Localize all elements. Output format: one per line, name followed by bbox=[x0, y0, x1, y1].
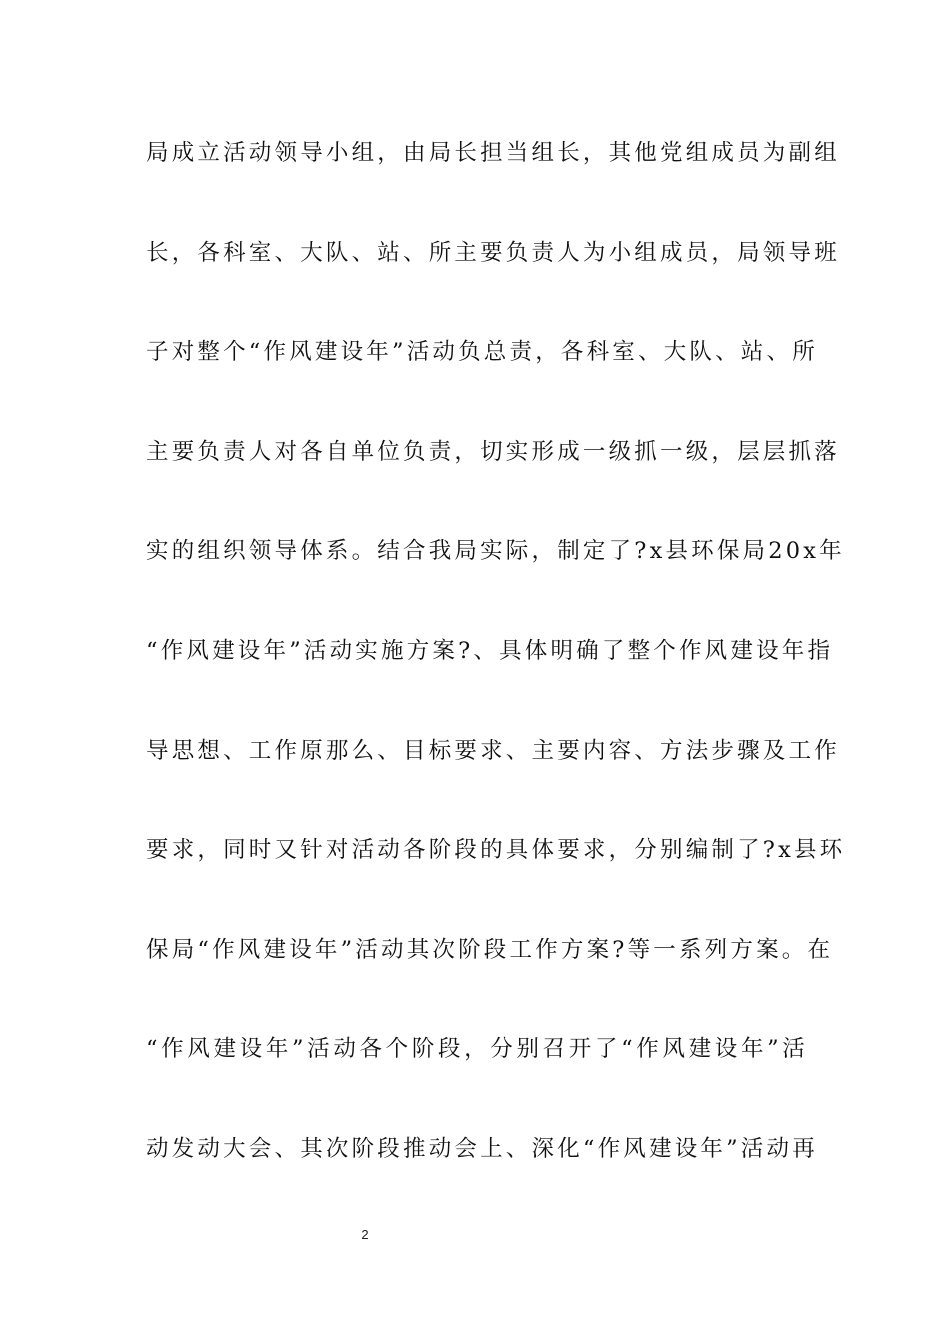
text-line: 动发动大会、其次阶段推动会上、深化“作风建设年”活动再 bbox=[146, 1135, 818, 1162]
text-line: 长，各科室、大队、站、所主要负责人为小组成员，局领导班 bbox=[146, 239, 840, 266]
text-line: 局成立活动领导小组，由局长担当组长，其他党组成员为副组 bbox=[146, 140, 840, 166]
text-line: 主要负责人对各自单位负责，切实形成一级抓一级，层层抓落 bbox=[146, 438, 840, 465]
text-line: 子对整个“作风建设年”活动负总责，各科室、大队、站、所 bbox=[146, 339, 818, 366]
body-paragraph bbox=[146, 128, 846, 1224]
page-number: 2 bbox=[361, 1227, 369, 1242]
text-line: “作风建设年”活动实施方案?、具体明确了整个作风建设年指 bbox=[146, 637, 834, 664]
text-line: 要求，同时又针对活动各阶段的具体要求，分别编制了?x县环 bbox=[146, 837, 846, 864]
text-line: “作风建设年”活动各个阶段，分别召开了“作风建设年”活 bbox=[146, 1036, 808, 1063]
text-line: 实的组织领导体系。结合我局实际，制定了?x县环保局20x年 bbox=[146, 538, 845, 565]
text-line: 保局“作风建设年”活动其次阶段工作方案?等一系列方案。在 bbox=[146, 936, 834, 963]
text-line: 导思想、工作原那么、目标要求、主要内容、方法步骤及工作 bbox=[146, 737, 840, 764]
